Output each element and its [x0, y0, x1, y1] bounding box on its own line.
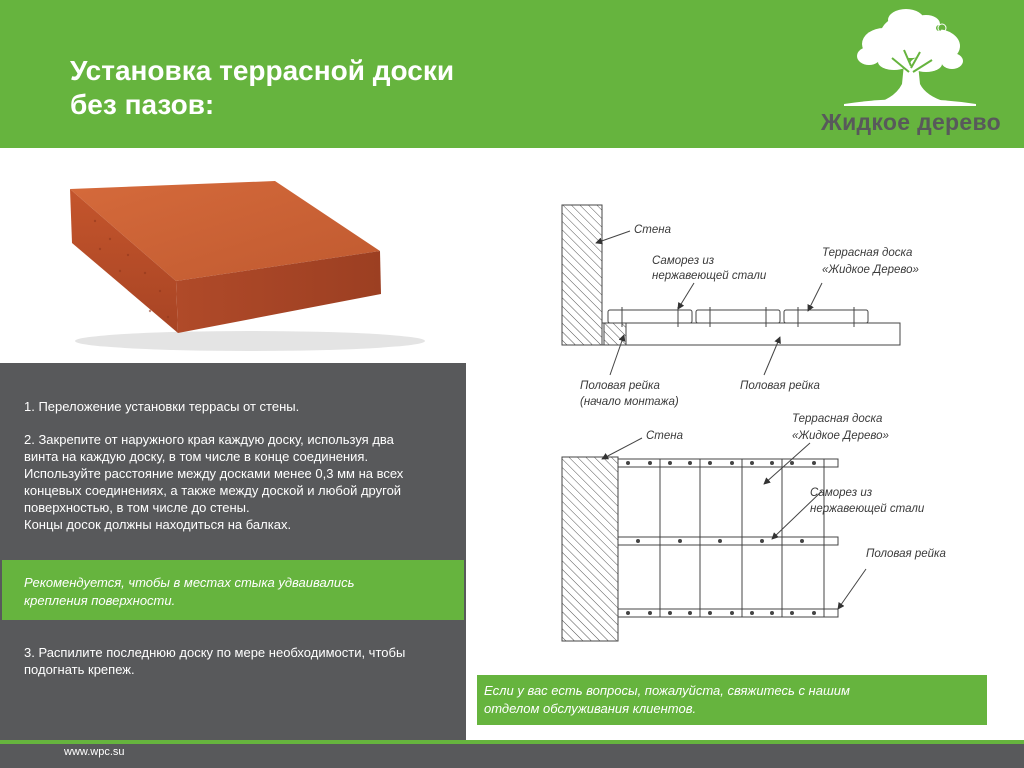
step-2-line: Используйте расстояние между досками менее 0,3 мм на всех	[24, 466, 404, 481]
brand-name: Жидкое дерево	[821, 109, 1001, 135]
tree-icon	[814, 6, 1004, 110]
section-board-label-1: Террасная доска	[822, 247, 913, 259]
section-screw-label-1: Саморез из	[652, 255, 715, 267]
contact-line-1: Если у вас есть вопросы, пожалуйста, свяжитесь с нашим	[484, 683, 850, 698]
step-3	[24, 644, 454, 678]
title-line-1: Установка террасной доски	[70, 55, 455, 86]
plan-screws	[626, 461, 816, 615]
step-2	[24, 431, 454, 533]
section-board-label-2: «Жидкое Дерево»	[822, 264, 919, 276]
plan-wall	[562, 457, 618, 641]
step-3-line-2: подогнать крепеж.	[24, 662, 135, 677]
installation-diagram	[466, 151, 1024, 741]
plan-board-label-2: «Жидкое Дерево»	[792, 430, 889, 442]
step-2-line: поверхностью, в том числе до стены.	[24, 500, 250, 515]
section-wall	[562, 205, 602, 345]
plan-joist-label: Половая рейка	[866, 548, 946, 560]
step-1: 1. Переложение установки террасы от стены.	[24, 399, 300, 414]
step-2-line: Концы досок должны находиться на балках.	[24, 517, 292, 532]
step-2-line: 2. Закрепите от наружного края каждую доску, используя два	[24, 432, 394, 447]
footer-divider	[0, 740, 1024, 744]
recommendation-box	[2, 560, 464, 620]
section-screw-label-2: нержавеющей стали	[652, 270, 767, 282]
recommendation-line-2: крепления поверхности.	[24, 593, 176, 608]
section-board-3	[784, 310, 868, 323]
footer-url[interactable]: www.wpc.su	[64, 746, 125, 758]
plan-boards	[618, 459, 824, 617]
plan-board-label-1: Террасная доска	[792, 413, 883, 425]
step-2-line: концевых соединениях, а также между доской и любой другой	[24, 483, 402, 498]
section-wall-label: Стена	[634, 224, 672, 236]
section-board-2	[696, 310, 780, 323]
diagram-svg	[466, 151, 1024, 741]
instructions-block	[24, 398, 454, 549]
board-photo	[0, 151, 466, 363]
title-line-2: без пазов:	[70, 89, 215, 120]
header-band	[0, 0, 1024, 151]
step-3-line-1: 3. Распилите последнюю доску по мере необходимости, чтобы	[24, 645, 406, 660]
board-illustration	[0, 151, 466, 363]
contact-box	[476, 674, 988, 726]
section-joist-label: Половая рейка	[740, 380, 820, 392]
section-joist	[602, 323, 900, 345]
plan-joist-2	[618, 537, 838, 545]
section-start-joist	[604, 323, 626, 345]
plan-screw-label-2: нержавеющей стали	[810, 503, 925, 515]
section-joist-start-label-2: (начало монтажа)	[580, 396, 679, 408]
recommendation-line-1: Рекомендуется, чтобы в местах стыка удваивались	[24, 575, 355, 590]
section-board-1	[608, 310, 692, 323]
contact-line-2: отделом обслуживания клиентов.	[484, 701, 697, 716]
brand-logo	[814, 6, 1004, 140]
step-2-line: винта на каждую доску, в том числе в конце соединения.	[24, 449, 369, 464]
section-joist-start-label-1: Половая рейка	[580, 380, 660, 392]
page-title	[70, 54, 454, 122]
plan-screw-label-1: Саморез из	[810, 487, 873, 499]
plan-wall-label: Стена	[646, 430, 684, 442]
